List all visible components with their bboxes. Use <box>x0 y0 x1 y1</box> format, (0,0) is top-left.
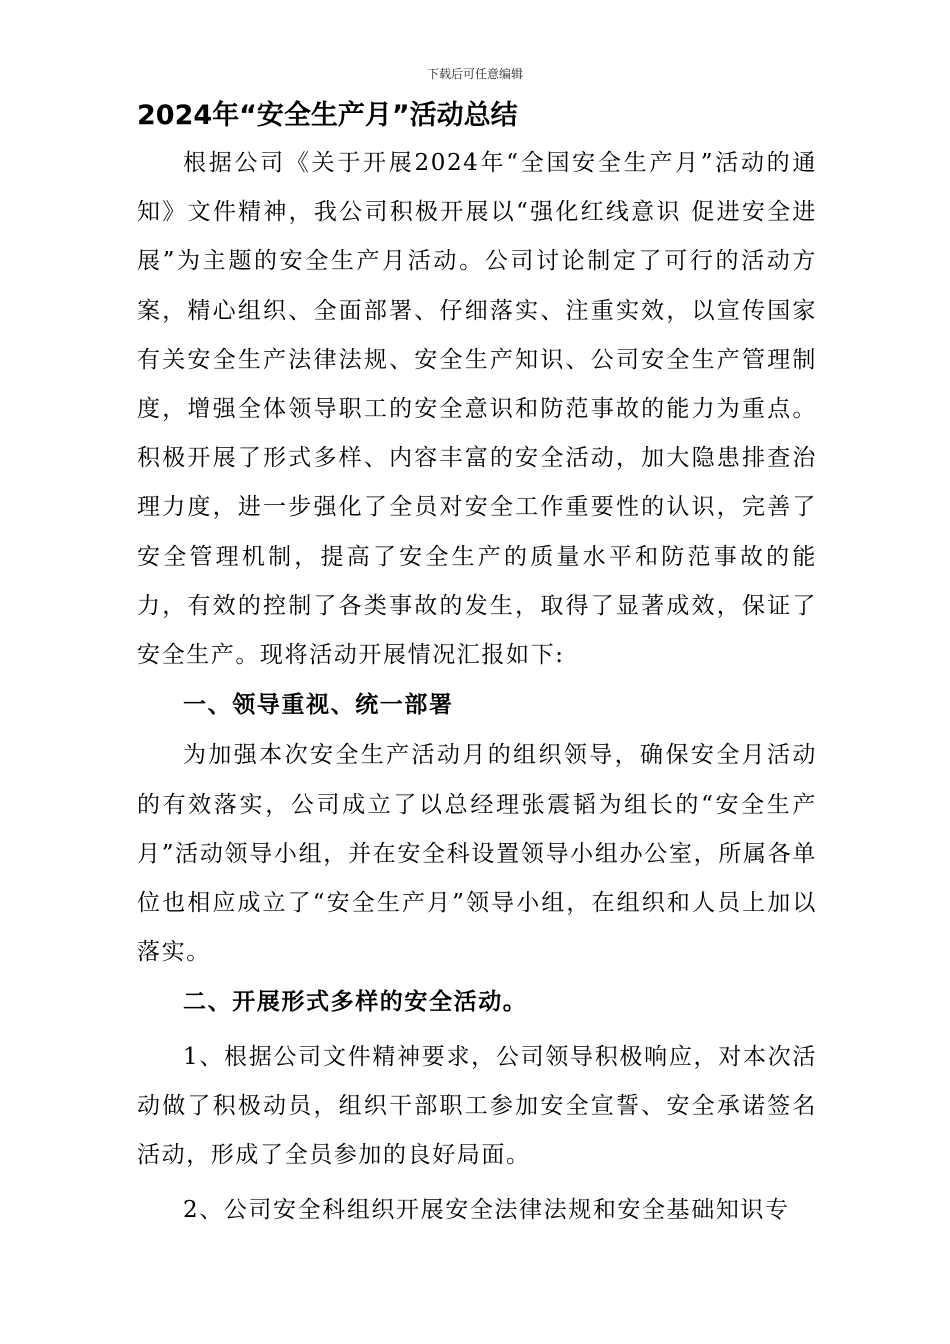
intro-paragraph: 根据公司《关于开展2024年“全国安全生产月”活动的通知》文件精神，我公司积极开展以“强化红线意识 促进安全进展”为主题的安全生产月活动。公司讨论制定了可行的活动方案，精心组织、全面部署、仔细落实、注重实效，以宣传国家有关安全生产法律法规、安全生产知识、公司安全生产管理制度，增强全体领导职工的安全意识和防范事故的能力为重点。积极开展了形式多样、内容丰富的安全活动，加大隐患排查治理力度，进一步强化了全员对安全工作重要性的认识，完善了安全管理机制，提高了安全生产的质量水平和防范事故的能力，有效的控制了各类事故的发生，取得了显著成效，保证了安全生产。现将活动开展情况汇报如下: <box>137 150 817 669</box>
document-body <box>137 139 817 1235</box>
list-item-2: 2、公司安全科组织开展安全法律法规和安全基础知识专 <box>183 1197 790 1224</box>
section-heading-2: 二、开展形式多样的安全活动。 <box>183 988 528 1016</box>
list-item-1: 1、根据公司文件精神要求，公司领导积极响应，对本次活动做了积极动员，组织干部职工参加安全宣誓、安全承诺签名活动，形成了全员参加的良好局面。 <box>137 1043 817 1169</box>
section-1-paragraph: 为加强本次安全生产活动月的组织领导，确保安全月活动的有效落实，公司成立了以总经理张震韬为组长的“安全生产月”活动领导小组，并在安全科设置领导小组办公室，所属各单位也相应成立了“安全生产月”领导小组，在组织和人员上加以落实。 <box>137 742 817 966</box>
section-heading-1: 一、领导重视、统一部署 <box>183 691 454 719</box>
document-title: 2024年“安全生产月”活动总结 <box>137 100 518 131</box>
header-note: 下载后可任意编辑 <box>426 67 523 81</box>
